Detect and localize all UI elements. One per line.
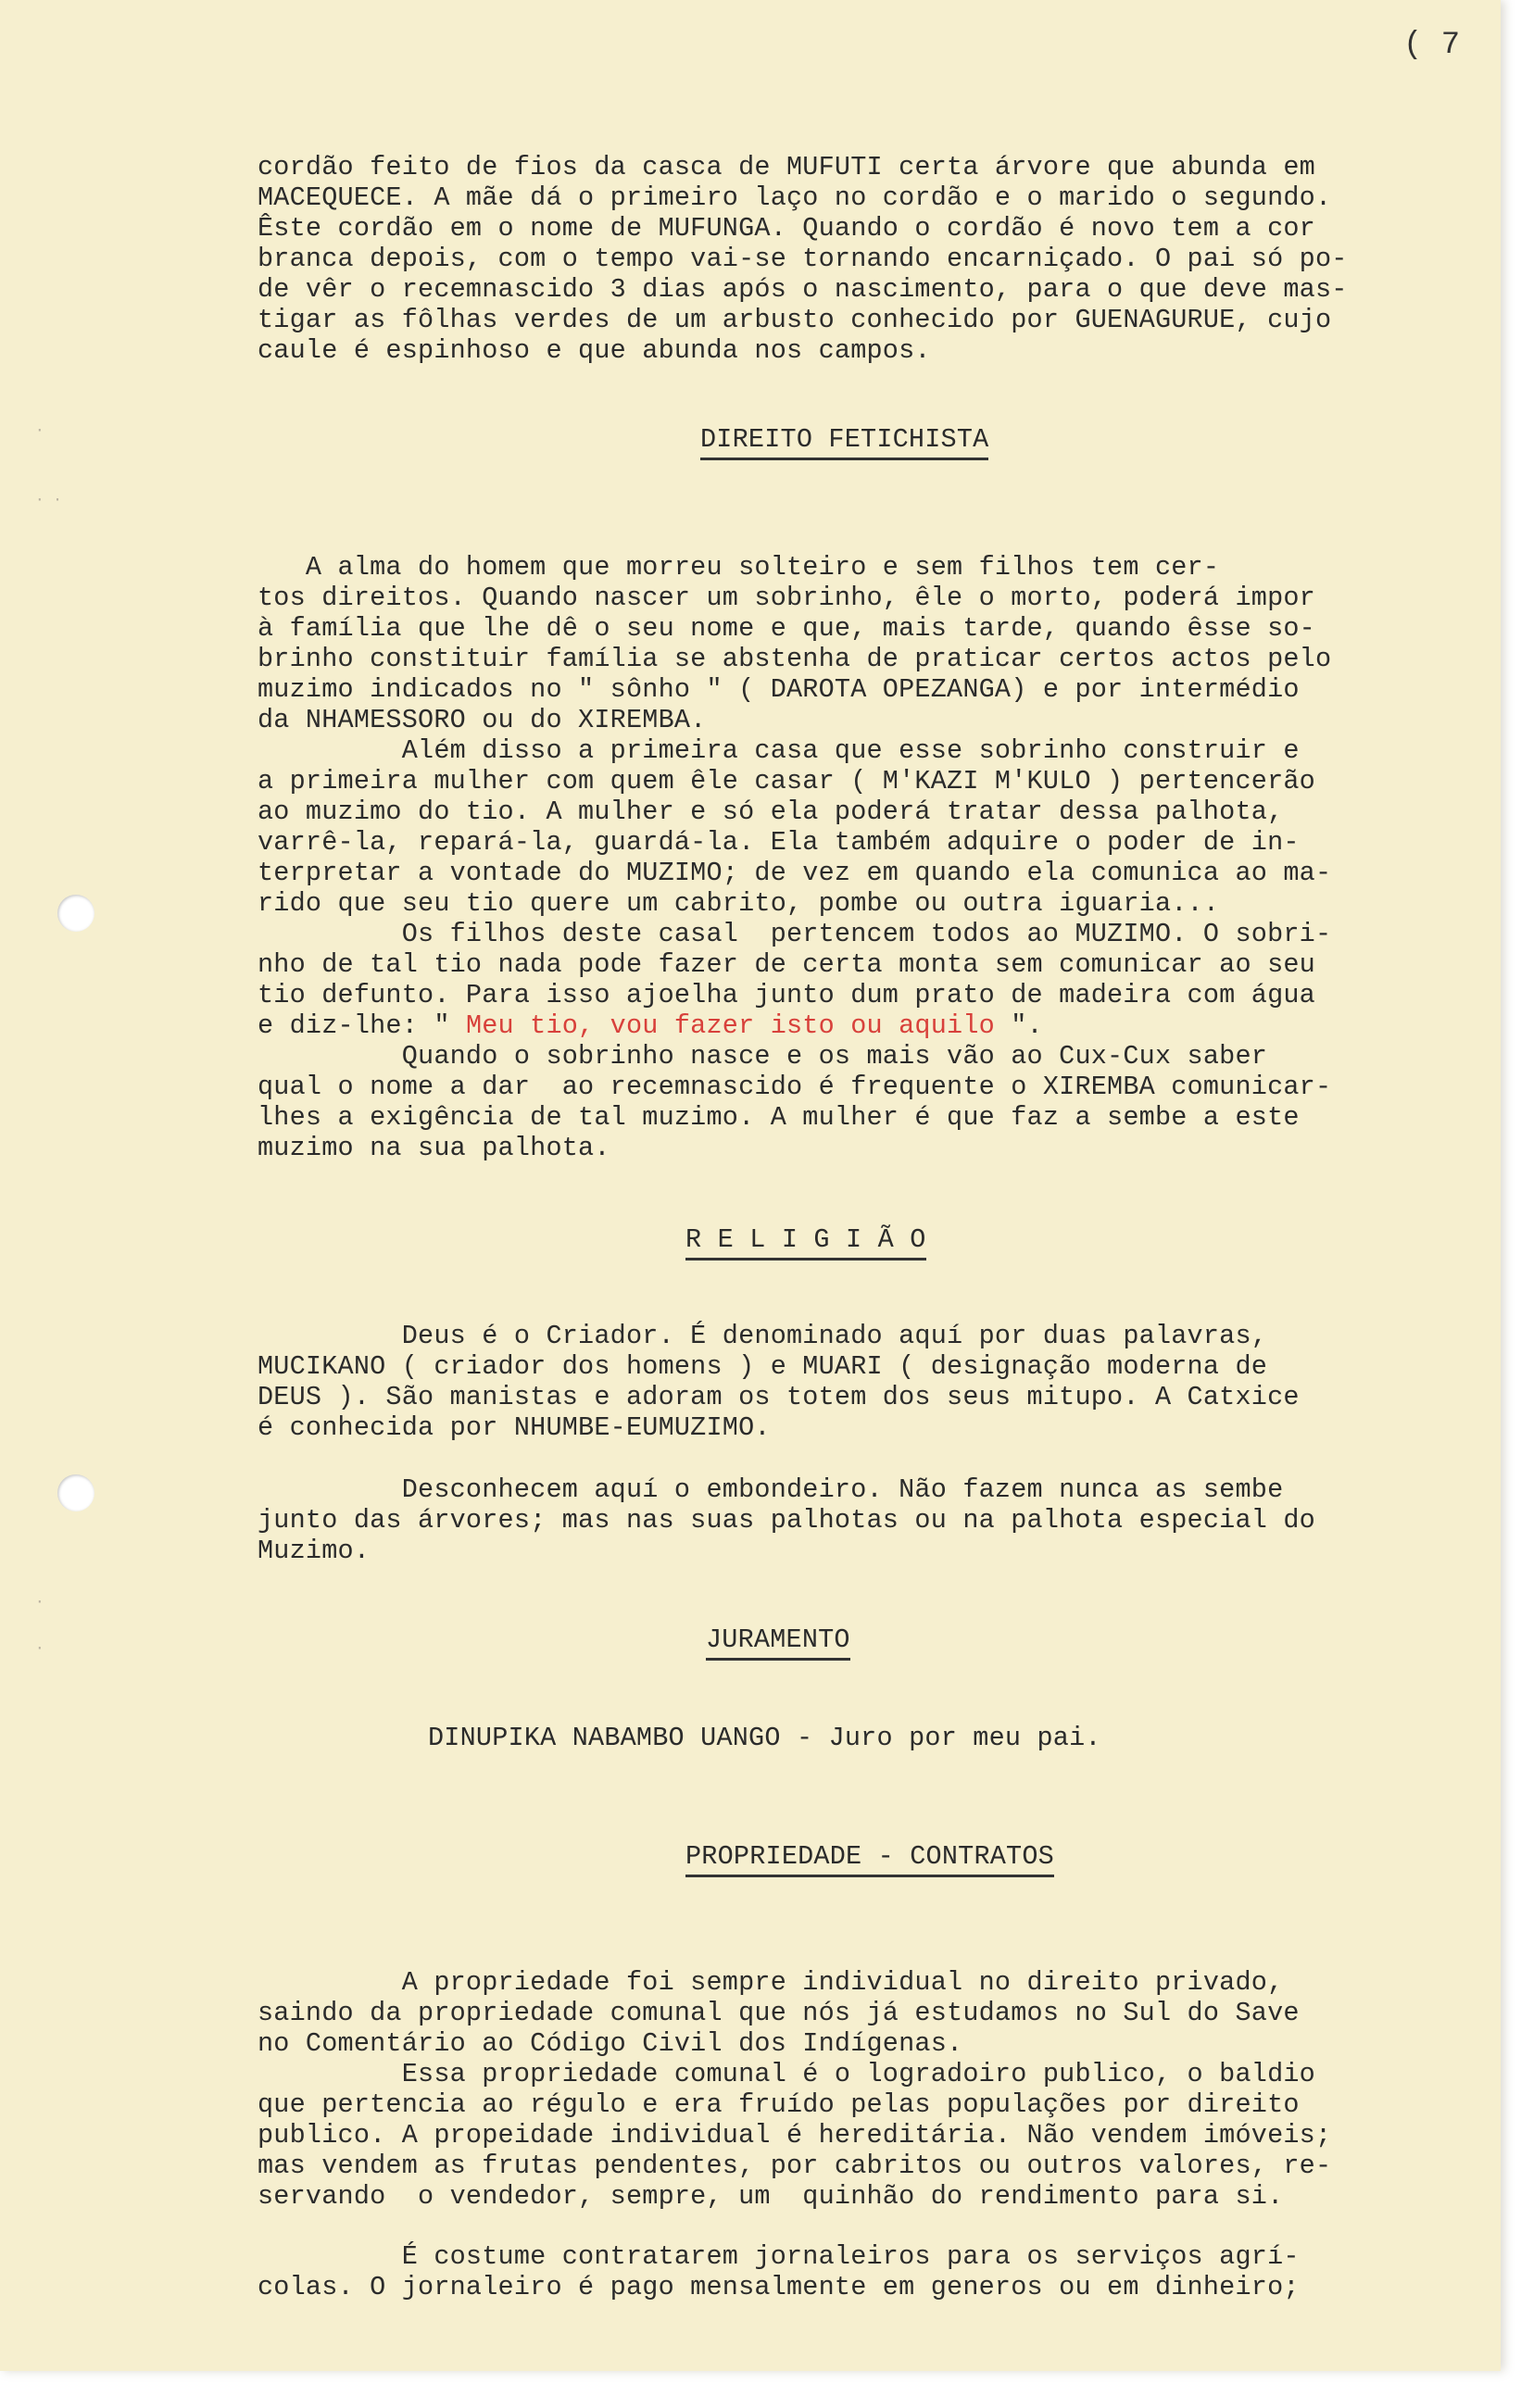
text-line: Desconhecem aquí o embondeiro. Não fazem nunca as sembe bbox=[258, 1474, 1284, 1505]
text-line: no Comentário ao Código Civil dos Indígenas. bbox=[258, 2028, 963, 2059]
text-line: de vêr o recemnascido 3 dias após o nascimento, para o que deve mas- bbox=[258, 274, 1348, 305]
page-number: ( 7 bbox=[1403, 28, 1461, 63]
text-line: nho de tal tio nada pode fazer de certa monta sem comunicar ao seu bbox=[258, 949, 1315, 980]
text-line: rido que seu tio quere um cabrito, pombe ou outra iguaria... bbox=[258, 888, 1220, 919]
text-line: caule é espinhoso e que abunda nos campos. bbox=[258, 335, 931, 366]
text-line: Quando o sobrinho nasce e os mais vão ao Cux-Cux saber bbox=[258, 1041, 1268, 1072]
punch-hole-top bbox=[57, 895, 94, 932]
text-line: que pertencia ao régulo e era fruído pelas populações por direito bbox=[258, 2089, 1300, 2120]
section-heading-direito: DIREITO FETICHISTA bbox=[700, 424, 988, 460]
margin-mark: · · bbox=[35, 491, 62, 508]
punch-hole-bottom bbox=[57, 1474, 94, 1511]
propriedade-paragraph-1 bbox=[258, 1967, 1499, 2212]
text-line: servando o vendedor, sempre, um quinhão do rendimento para si. bbox=[258, 2181, 1284, 2212]
text-line: junto das árvores; mas nas suas palhotas ou na palhota especial do bbox=[258, 1505, 1315, 1536]
text-line: Além disso a primeira casa que esse sobrinho construir e bbox=[258, 735, 1300, 766]
quote-suffix: ". bbox=[994, 1010, 1043, 1041]
text-line: qual o nome a dar ao recemnascido é frequente o XIREMBA comunicar- bbox=[258, 1072, 1332, 1102]
text-line: saindo da propriedade comunal que nós já estudamos no Sul do Save bbox=[258, 1998, 1300, 2028]
text-line: da NHAMESSORO ou do XIREMBA. bbox=[258, 705, 707, 735]
text-line: cordão feito de fios da casca de MUFUTI certa árvore que abunda em bbox=[258, 152, 1315, 182]
juramento-line bbox=[428, 1723, 1521, 1753]
text-line: Muzimo. bbox=[258, 1536, 371, 1566]
text-line: varrê-la, repará-la, guardá-la. Ela também adquire o poder de in- bbox=[258, 827, 1300, 858]
text-line: ao muzimo do tio. A mulher e só ela poderá tratar dessa palhota, bbox=[258, 796, 1284, 827]
section-heading-propriedade: PROPRIEDADE - CONTRATOS bbox=[685, 1841, 1054, 1877]
text-line: lhes a exigência de tal muzimo. A mulher é que faz a sembe a este bbox=[258, 1102, 1300, 1133]
text-line: Êste cordão em o nome de MUFUNGA. Quando o cordão é novo tem a cor bbox=[258, 213, 1315, 244]
quote-line bbox=[258, 1010, 1499, 1041]
text-line: muzimo indicados no " sônho " ( DAROTA OPEZANGA) e por intermédio bbox=[258, 674, 1300, 705]
quoted-speech: Meu tio, vou fazer isto ou aquilo bbox=[465, 1010, 995, 1041]
text-line: a primeira mulher com quem êle casar ( M'KAZI M'KULO ) pertencerão bbox=[258, 766, 1315, 796]
text-line: muzimo na sua palhota. bbox=[258, 1133, 610, 1163]
propriedade-paragraph-2 bbox=[258, 2241, 1499, 2302]
text-line: tio defunto. Para isso ajoelha junto dum prato de madeira com água bbox=[258, 980, 1315, 1010]
text-line: tigar as fôlhas verdes de um arbusto conhecido por GUENAGURUE, cujo bbox=[258, 305, 1332, 335]
text-line: terpretar a vontade do MUZIMO; de vez em quando ela comunica ao ma- bbox=[258, 858, 1332, 888]
religiao-paragraph-1 bbox=[258, 1321, 1499, 1443]
text-line: DINUPIKA NABAMBO UANGO - Juro por meu pai. bbox=[428, 1723, 1101, 1753]
text-line: publico. A propeidade individual é hereditária. Não vendem imóveis; bbox=[258, 2120, 1332, 2151]
text-line: mas vendem as frutas pendentes, por cabritos ou outros valores, re- bbox=[258, 2151, 1332, 2181]
text-line: DEUS ). São manistas e adoram os totem dos seus mitupo. A Catxice bbox=[258, 1382, 1300, 1412]
text-line: é conhecida por NHUMBE-EUMUZIMO. bbox=[258, 1412, 771, 1443]
text-line: Os filhos deste casal pertencem todos ao MUZIMO. O sobri- bbox=[258, 919, 1332, 949]
text-line: Essa propriedade comunal é o logradoiro publico, o baldio bbox=[258, 2059, 1315, 2089]
text-line: à família que lhe dê o seu nome e que, mais tarde, quando êsse so- bbox=[258, 613, 1315, 644]
text-line: colas. O jornaleiro é pago mensalmente em generos ou em dinheiro; bbox=[258, 2272, 1300, 2302]
religiao-paragraph-2 bbox=[258, 1474, 1499, 1566]
margin-mark: · bbox=[35, 1593, 44, 1611]
text-line: MUCIKANO ( criador dos homens ) e MUARI ( designação moderna de bbox=[258, 1351, 1268, 1382]
section-heading-juramento: JURAMENTO bbox=[706, 1624, 850, 1661]
text-line: É costume contratarem jornaleiros para os serviços agrí- bbox=[258, 2241, 1300, 2272]
text-line: A alma do homem que morreu solteiro e sem filhos tem cer- bbox=[258, 552, 1220, 583]
section-heading-religiao: R E L I G I Ã O bbox=[685, 1224, 926, 1260]
quote-prefix: e diz-lhe: " bbox=[258, 1010, 466, 1041]
text-line: MACEQUECE. A mãe dá o primeiro laço no cordão e o marido o segundo. bbox=[258, 182, 1332, 213]
text-line: brinho constituir família se abstenha de praticar certos actos pelo bbox=[258, 644, 1332, 674]
text-line: Deus é o Criador. É denominado aquí por duas palavras, bbox=[258, 1321, 1268, 1351]
margin-mark: · bbox=[35, 1639, 44, 1657]
text-line: branca depois, com o tempo vai-se tornando encarniçado. O pai só po- bbox=[258, 244, 1348, 274]
intro-paragraph bbox=[258, 152, 1499, 366]
margin-mark: · bbox=[35, 421, 44, 439]
direito-paragraph bbox=[258, 552, 1499, 1163]
text-line: tos direitos. Quando nascer um sobrinho, êle o morto, poderá impor bbox=[258, 583, 1315, 613]
text-line: A propriedade foi sempre individual no direito privado, bbox=[258, 1967, 1284, 1998]
